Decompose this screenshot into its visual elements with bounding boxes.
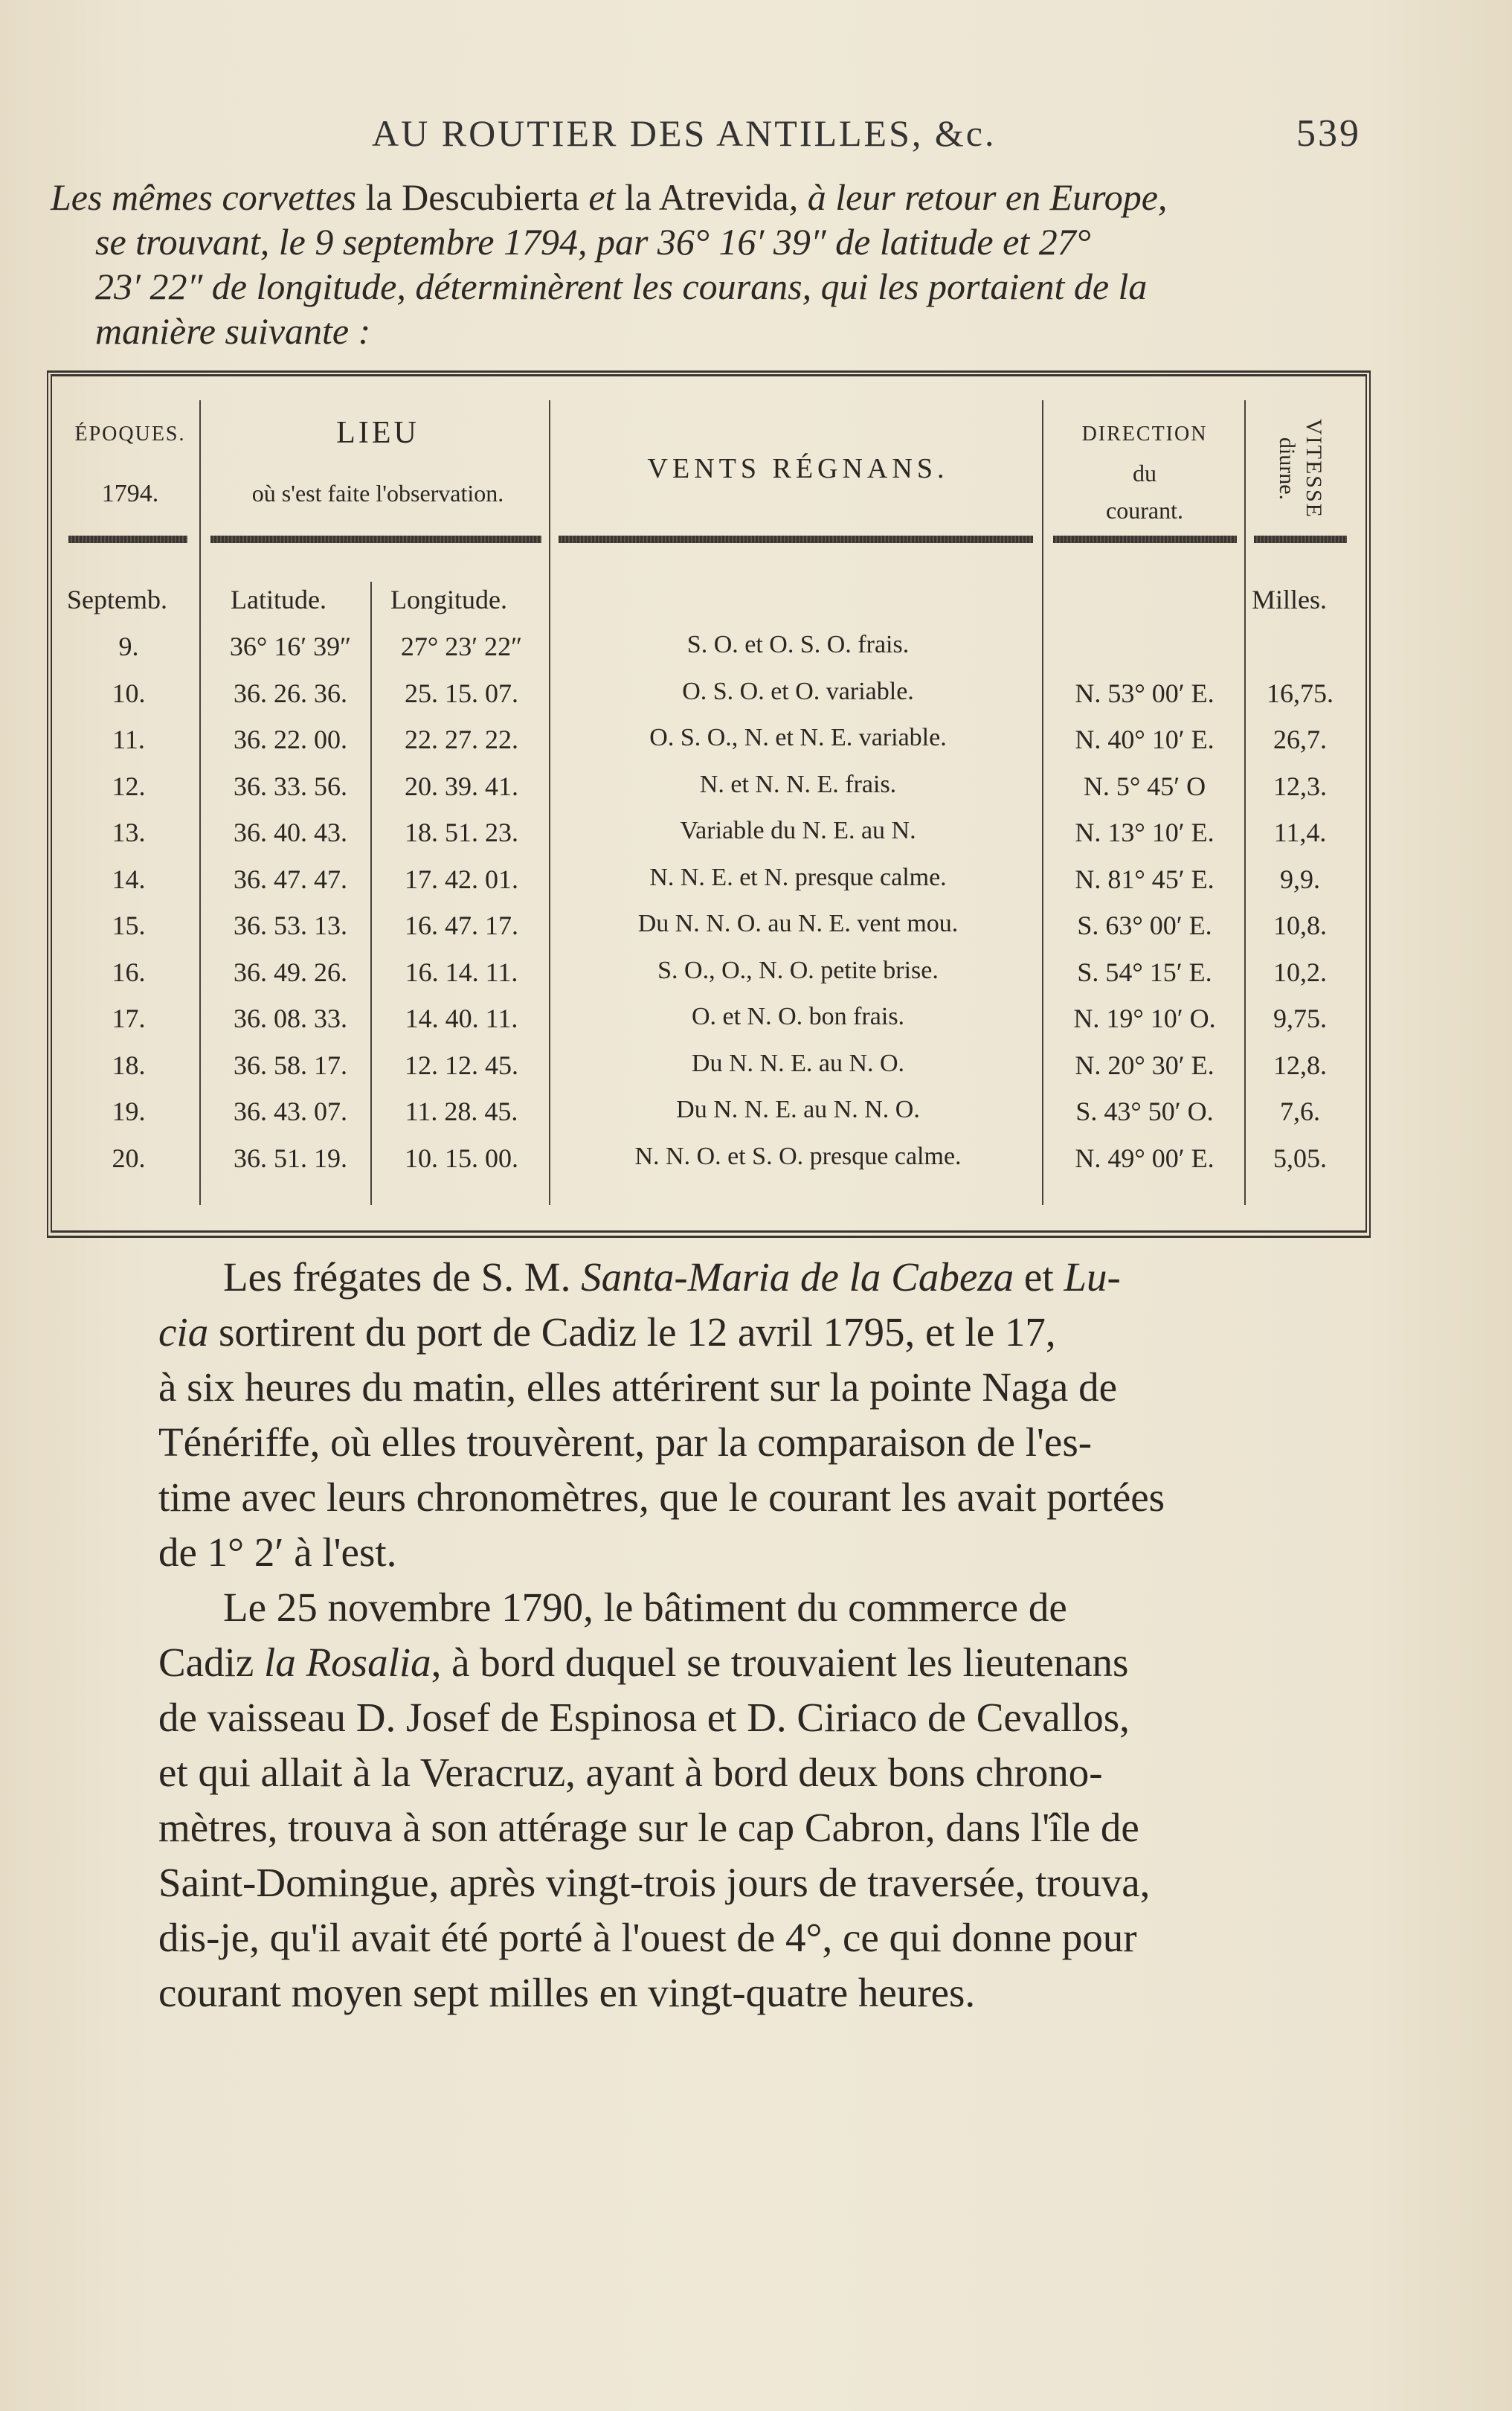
cell-day: 18. [112,1050,146,1080]
text-line: Le 25 novembre 1790, le bâtiment du commerce de [223,1585,1067,1630]
text-line [158,1635,1368,1690]
ship-name: la Rosalia [264,1640,431,1685]
header-rule [559,536,1033,543]
cell-speed: 10,8. [1273,911,1327,940]
text-span: et [1014,1254,1064,1300]
cell-day: 17. [112,1004,146,1033]
intro-line [51,175,1367,219]
cell-wind: Variable du N. E. au N. [680,817,916,844]
cell-day: 20. [112,1143,146,1173]
table-row [58,771,1360,817]
intro-line: 23′ 22″ de longitude, déterminèrent les courans, qui les portaient de la [95,266,1148,307]
cell-day: 19. [112,1097,146,1126]
cell-day: 14. [112,864,146,894]
header-vitesse-label: VITESSE [1302,419,1326,519]
cell-speed: 5,05. [1273,1143,1327,1173]
text-line: mètres, trouva à son attérage sur le cap Cabron, dans l'île de [158,1805,1139,1850]
cell-longitude: 12. 12. 45. [405,1050,518,1080]
header-rule [1254,536,1347,543]
cell-direction: N. 19° 10′ O. [1073,1004,1216,1033]
cell-direction: S. 63° 00′ E. [1077,911,1212,940]
cell-longitude: 20. 39. 41. [405,771,518,801]
intro-text: Les mêmes corvettes [51,176,366,218]
text-line: courant moyen sept milles en vingt-quatre heures. [158,1970,976,2015]
cell-latitude: 36. 51. 19. [234,1143,347,1173]
table-row [58,631,1360,677]
table-row [58,910,1360,956]
cell-wind: Du N. N. O. au N. E. vent mou. [637,910,959,937]
cell-latitude: 36. 33. 56. [234,771,347,801]
header-year: 1794. [101,480,159,507]
table-row [58,957,1360,1003]
page-number: 539 [1296,112,1361,155]
cell-longitude: 16. 47. 17. [405,911,518,940]
subheader-longitude: Longitude. [390,585,507,614]
cell-wind: N. et N. N. E. frais. [699,770,897,798]
header-vitesse [1259,409,1348,528]
ship-name: Santa-Maria de la Cabeza [581,1254,1014,1300]
header-lieu-sub: où s'est faite l'observation. [251,480,504,507]
cell-latitude: 36. 43. 07. [234,1097,347,1126]
text-line: Ténériffe, où elles trouvèrent, par la comparaison de l'es- [158,1419,1093,1465]
table-row [58,724,1360,770]
running-head [52,112,1361,171]
header-epoques: ÉPOQUES. [74,423,186,446]
subheader-milles: Milles. [1252,585,1328,614]
cell-wind: N. N. E. et N. presque calme. [649,863,947,891]
text-line: de vaisseau D. Josef de Espinosa et D. Ciriaco de Cevallos, [158,1695,1130,1740]
header-direction-du: du [1133,460,1156,487]
cell-day: 16. [112,957,146,987]
cell-wind: Du N. N. E. au N. N. O. [676,1096,920,1123]
cell-direction: N. 20° 30′ E. [1075,1050,1215,1080]
cell-day: 15. [112,911,146,940]
cell-longitude: 11. 28. 45. [405,1097,518,1126]
header-rule [68,536,187,543]
table-row [58,864,1360,910]
intro-text: et [588,176,625,218]
text-line: de 1° 2′ à l'est. [158,1529,397,1575]
header-direction-courant: courant. [1106,497,1183,524]
header-rule [210,536,541,543]
cell-speed: 7,6. [1280,1097,1320,1126]
cell-speed: 26,7. [1273,725,1327,754]
cell-latitude: 36. 26. 36. [234,678,347,708]
text-span: Cadiz [158,1640,265,1685]
cell-latitude: 36. 47. 47. [234,864,347,894]
cell-latitude: 36. 58. 17. [234,1050,347,1080]
cell-day: 12. [112,771,146,801]
cell-direction: N. 40° 10′ E. [1075,725,1215,754]
intro-line: manière suivante : [95,310,371,352]
text-line: time avec leurs chronomètres, que le courant les avait portées [158,1474,1165,1520]
cell-direction: S. 54° 15′ E. [1077,957,1212,987]
cell-latitude: 36. 40. 43. [234,818,347,847]
cell-day: 11. [112,725,145,754]
cell-wind: O. et N. O. bon frais. [691,1003,905,1030]
cell-wind: O. S. O., N. et N. E. variable. [649,724,947,751]
cell-longitude: 16. 14. 11. [405,957,518,987]
cell-longitude: 14. 40. 11. [405,1004,518,1033]
cell-longitude: 27° 23′ 22″ [400,632,523,661]
cell-latitude: 36. 22. 00. [234,725,347,754]
cell-wind: S. O. et O. S. O. frais. [686,631,910,658]
cell-speed: 11,4. [1273,818,1327,847]
table-row [58,1050,1360,1096]
ship-name: la Atrevida [624,176,789,218]
cell-speed: 10,2. [1273,957,1327,987]
table-row [58,1143,1360,1189]
cell-speed: 9,75. [1273,1004,1327,1033]
cell-longitude: 18. 51. 23. [405,818,518,847]
cell-direction: N. 81° 45′ E. [1075,864,1215,894]
running-title: AU ROUTIER DES ANTILLES, &c. [372,112,997,154]
ship-name: la Descubierta [365,176,589,218]
cell-speed: 9,9. [1280,864,1320,894]
text-line [167,1250,1368,1305]
table-row [58,1096,1360,1142]
subheader-latitude: Latitude. [231,585,326,614]
cell-longitude: 25. 15. 07. [405,678,518,708]
header-direction: DIRECTION [1081,423,1208,446]
cell-latitude: 36. 49. 26. [234,957,347,987]
cell-direction: N. 49° 00′ E. [1075,1143,1215,1173]
text-span: , à bord duquel se trouvaient les lieutenans [431,1640,1129,1685]
cell-wind: O. S. O. et O. variable. [682,677,914,705]
cell-wind: S. O., O., N. O. petite brise. [657,956,939,984]
ship-name: cia [158,1309,209,1355]
table-row [58,817,1360,863]
cell-wind: N. N. O. et S. O. presque calme. [634,1142,962,1170]
cell-longitude: 10. 15. 00. [405,1143,518,1173]
cell-latitude: 36. 08. 33. [234,1004,347,1033]
table-row [58,678,1360,724]
intro-text: , à leur retour en Europe, [788,176,1168,218]
subheader-month: Septemb. [67,585,167,614]
intro-line: se trouvant, le 9 septembre 1794, par 36° 16′ 39″ de latitude et 27° [95,221,1091,263]
cell-latitude: 36° 16′ 39″ [229,632,352,661]
cell-day: 13. [112,818,146,847]
cell-direction: S. 43° 50′ O. [1075,1097,1214,1126]
header-lieu: LIEU [336,416,419,450]
header-vitesse-text [1273,419,1327,519]
table-row [58,1003,1360,1049]
cell-longitude: 22. 27. 22. [405,725,518,754]
cell-day: 10. [112,678,146,708]
text-span: sortirent du port de Cadiz le 12 avril 1795, et le 17, [208,1309,1056,1355]
cell-speed: 12,8. [1273,1050,1327,1080]
header-vents: VENTS RÉGNANS. [647,453,949,484]
cell-direction: N. 53° 00′ E. [1075,678,1215,708]
text-line: Saint-Domingue, après vingt-trois jours de traversée, trouva, [158,1860,1151,1905]
header-vitesse-diurne: diurne. [1275,437,1299,501]
paragraph-fregates [158,1250,1368,1580]
header-rule [1053,536,1237,543]
text-line: dis-je, qu'il avait été porté à l'ouest de 4°, ce qui donne pour [158,1915,1137,1960]
cell-direction: N. 13° 10′ E. [1075,818,1215,847]
intro-paragraph [51,175,1367,353]
body-text [158,1250,1368,2020]
cell-speed: 16,75. [1267,678,1334,708]
paragraph-rosalia [158,1580,1368,2020]
cell-longitude: 17. 42. 01. [405,864,518,894]
ship-name: Lu- [1064,1254,1121,1300]
text-line [158,1305,1368,1360]
currents-table [58,387,1360,1227]
cell-day: 9. [118,632,139,661]
cell-wind: Du N. N. E. au N. O. [691,1049,905,1077]
cell-latitude: 36. 53. 13. [234,911,347,940]
text-line: à six heures du matin, elles attérirent sur la pointe Naga de [158,1364,1118,1410]
text-line: et qui allait à la Veracruz, ayant à bord deux bons chrono- [158,1750,1103,1795]
text-span: Les frégates de S. M. [223,1254,582,1300]
cell-direction: N. 5° 45′ O [1083,771,1206,801]
cell-speed: 12,3. [1273,771,1327,801]
